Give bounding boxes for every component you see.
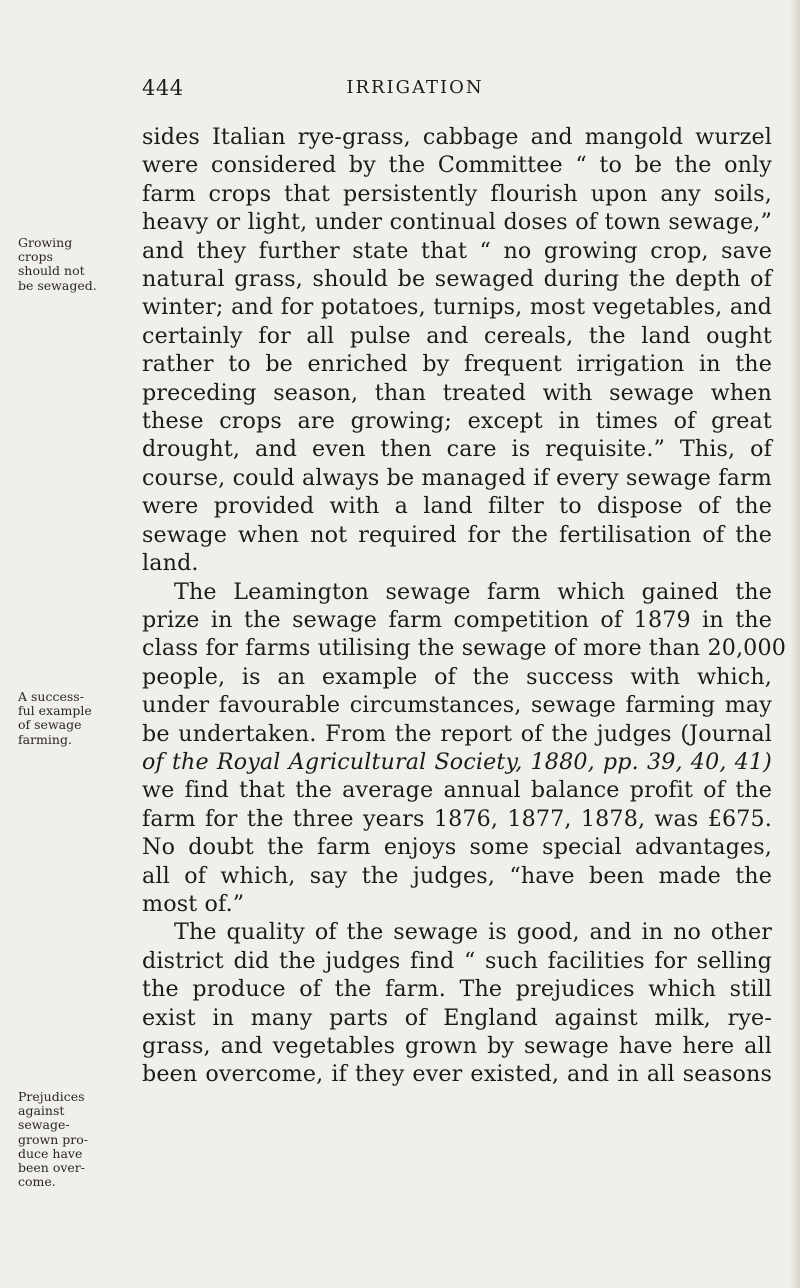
- text-line: the produce of the farm. The prejudices which still: [142, 976, 772, 1003]
- text-line: exist in many parts of England against milk, rye-: [142, 1004, 772, 1031]
- text-line: be undertaken. From the report of the judges (Journal: [142, 720, 772, 747]
- text-line: winter; and for potatoes, turnips, most vegetables, and: [142, 294, 772, 321]
- text-line: these crops are growing; except in times of great: [142, 408, 772, 435]
- margin-note-prejudices: [18, 1090, 124, 1189]
- margin-note-line: be sewaged.: [18, 277, 97, 293]
- text-line: sewage when not required for the fertilisation of the: [142, 521, 772, 548]
- text-line: we find that the average annual balance profit of the: [142, 777, 772, 804]
- text-line: No doubt the farm enjoys some special advantages,: [142, 834, 772, 861]
- margin-note-line: farming.: [18, 731, 72, 747]
- text-line: course, could always be managed if every sewage farm: [142, 464, 772, 491]
- text-line: most of.”: [142, 890, 245, 917]
- text-line: all of which, say the judges, “have been made the: [142, 862, 772, 889]
- margin-note-line: A success-: [18, 689, 84, 704]
- text-line: district did the judges find “ such facilities for selling: [142, 947, 772, 974]
- text-line: rather to be enriched by frequent irrigation in the: [142, 351, 772, 378]
- text-line: under favourable circumstances, sewage farming may: [142, 692, 772, 719]
- text-line: natural grass, should be sewaged during the depth of: [142, 266, 772, 293]
- margin-note-line: sewage-: [18, 1117, 70, 1133]
- margin-note-line: Prejudices: [18, 1089, 85, 1104]
- margin-note-growing-crops: [18, 236, 124, 293]
- text-line: of the Royal Agricultural Society, 1880, pp. 39, 40, 41): [142, 748, 772, 775]
- margin-note-line: grown pro-: [18, 1131, 88, 1147]
- margin-note-line: should not: [18, 263, 85, 279]
- page-header: [0, 76, 800, 106]
- margin-note-line: come.: [18, 1174, 56, 1190]
- text-line: land.: [142, 550, 199, 577]
- margin-note-line: Growing: [18, 235, 73, 250]
- text-line: preceding season, than treated with sewage when: [142, 379, 772, 406]
- text-line: were provided with a land filter to dispose of the: [142, 493, 772, 520]
- text-line: farm crops that persistently flourish upon any soils,: [142, 180, 772, 207]
- text-line: The quality of the sewage is good, and in no other: [174, 919, 772, 946]
- text-line: grass, and vegetables grown by sewage have here all: [142, 1033, 772, 1059]
- margin-note-line: ful example: [18, 703, 92, 719]
- margin-note-line: of sewage: [18, 717, 82, 733]
- text-line: people, is an example of the success with which,: [142, 663, 772, 690]
- text-line: drought, and even then care is requisite.” This, of: [142, 436, 772, 463]
- body-text: [142, 123, 786, 1089]
- margin-note-line: against: [18, 1103, 65, 1119]
- page-number: 444: [142, 76, 184, 100]
- page-edge-shadow: [790, 0, 800, 1288]
- text-line: been overcome, if they ever existed, and in all seasons: [142, 1061, 772, 1088]
- running-head: IRRIGATION: [346, 77, 484, 98]
- text-line: The Leamington sewage farm which gained the: [174, 578, 772, 605]
- text-line: were considered by the Committee “ to be the only: [142, 152, 772, 179]
- text-line: prize in the sewage farm competition of 1879 in the: [142, 606, 772, 633]
- margin-note-line: crops: [18, 249, 53, 265]
- margin-note-successful-example: [18, 690, 124, 747]
- margin-note-line: duce have: [18, 1145, 83, 1161]
- text-line: certainly for all pulse and cereals, the land ought: [142, 322, 772, 349]
- margin-note-line: been over-: [18, 1160, 86, 1176]
- text-line: heavy or light, under continual doses of town sewage,”: [142, 209, 772, 236]
- text-line: farm for the three years 1876, 1877, 1878, was £675.: [142, 805, 772, 832]
- text-line: class for farms utilising the sewage of more than 20,000: [142, 635, 786, 662]
- text-line: sides Italian rye-grass, cabbage and mangold wurzel: [142, 124, 772, 150]
- text-line: and they further state that “ no growing crop, save: [142, 237, 772, 264]
